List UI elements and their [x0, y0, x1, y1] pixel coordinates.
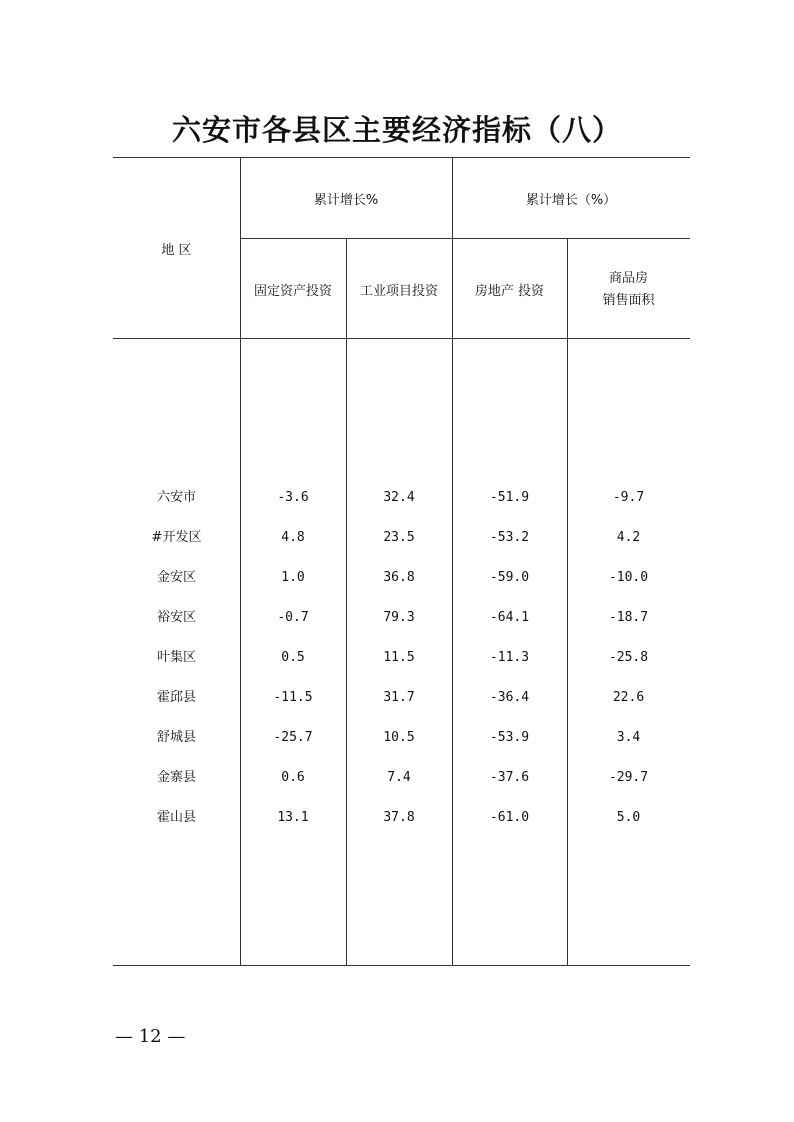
row-value-4: -25.8 — [608, 650, 649, 665]
row-value-4: -9.7 — [612, 490, 645, 505]
col-divider-2 — [346, 238, 347, 966]
header-group-2: 累计增长（%） — [525, 193, 617, 208]
header-col4-line1: 商品房 — [608, 271, 648, 286]
row-value-4: -29.7 — [608, 770, 649, 785]
header-col-industrial-investment: 工业项目投资 — [359, 284, 438, 299]
row-value-2: 10.5 — [383, 730, 415, 745]
row-value-3: -11.3 — [489, 650, 530, 665]
row-value-1: 0.5 — [281, 650, 305, 665]
table-bottom-rule — [113, 965, 690, 966]
row-value-2: 31.7 — [383, 690, 415, 705]
row-region: 六安市 — [156, 490, 196, 505]
row-value-2: 11.5 — [383, 650, 415, 665]
header-col4-line2: 销售面积 — [602, 293, 655, 308]
row-value-1: 13.1 — [277, 810, 309, 825]
page-number: — 12 — — [115, 1026, 186, 1047]
row-value-4: 3.4 — [616, 730, 641, 745]
row-region: 叶集区 — [156, 650, 196, 665]
table-top-rule — [113, 157, 690, 158]
row-region: 金安区 — [156, 570, 196, 585]
row-value-4: 4.2 — [616, 530, 641, 545]
header-col-fixed-asset-investment: 固定资产投资 — [253, 284, 332, 299]
row-value-3: -53.2 — [489, 530, 530, 545]
col-divider-4 — [567, 238, 568, 966]
row-value-3: -51.9 — [489, 490, 530, 505]
row-value-2: 7.4 — [387, 770, 411, 785]
header-region: 地 区 — [161, 243, 192, 258]
row-value-3: -37.6 — [489, 770, 530, 785]
row-value-3: -64.1 — [489, 610, 530, 625]
row-value-3: -61.0 — [489, 810, 530, 825]
row-value-1: 0.6 — [281, 770, 305, 785]
row-value-1: 1.0 — [281, 570, 305, 585]
row-value-3: -53.9 — [489, 730, 530, 745]
header-mid-rule — [240, 238, 690, 239]
row-value-2: 79.3 — [383, 610, 415, 625]
row-value-4: 5.0 — [616, 810, 641, 825]
header-group-1: 累计增长% — [313, 193, 379, 208]
col-divider-3 — [452, 157, 453, 966]
col-divider-1 — [240, 157, 241, 966]
row-region: 舒城县 — [156, 730, 196, 745]
row-value-1: 4.8 — [281, 530, 305, 545]
row-value-1: -11.5 — [273, 690, 313, 705]
row-value-3: -59.0 — [489, 570, 530, 585]
row-value-4: -18.7 — [608, 610, 649, 625]
row-value-1: -0.7 — [277, 610, 309, 625]
row-value-1: -25.7 — [273, 730, 313, 745]
row-value-4: 22.6 — [612, 690, 645, 705]
row-region: 金寨县 — [156, 770, 196, 785]
row-value-3: -36.4 — [489, 690, 530, 705]
row-value-1: -3.6 — [277, 490, 309, 505]
row-value-4: -10.0 — [608, 570, 649, 585]
row-value-2: 32.4 — [383, 490, 415, 505]
row-region: 裕安区 — [156, 610, 196, 625]
header-bottom-rule — [113, 338, 690, 339]
row-value-2: 23.5 — [383, 530, 415, 545]
header-col-real-estate-investment: 房地产 投资 — [474, 284, 545, 299]
row-value-2: 36.8 — [383, 570, 415, 585]
header-col-housing-sales-area — [567, 268, 690, 312]
row-region: #开发区 — [151, 530, 202, 545]
row-region: 霍山县 — [156, 810, 196, 825]
page-title: 六安市各县区主要经济指标（八） — [171, 113, 622, 147]
row-value-2: 37.8 — [383, 810, 415, 825]
row-region: 霍邱县 — [156, 690, 196, 705]
